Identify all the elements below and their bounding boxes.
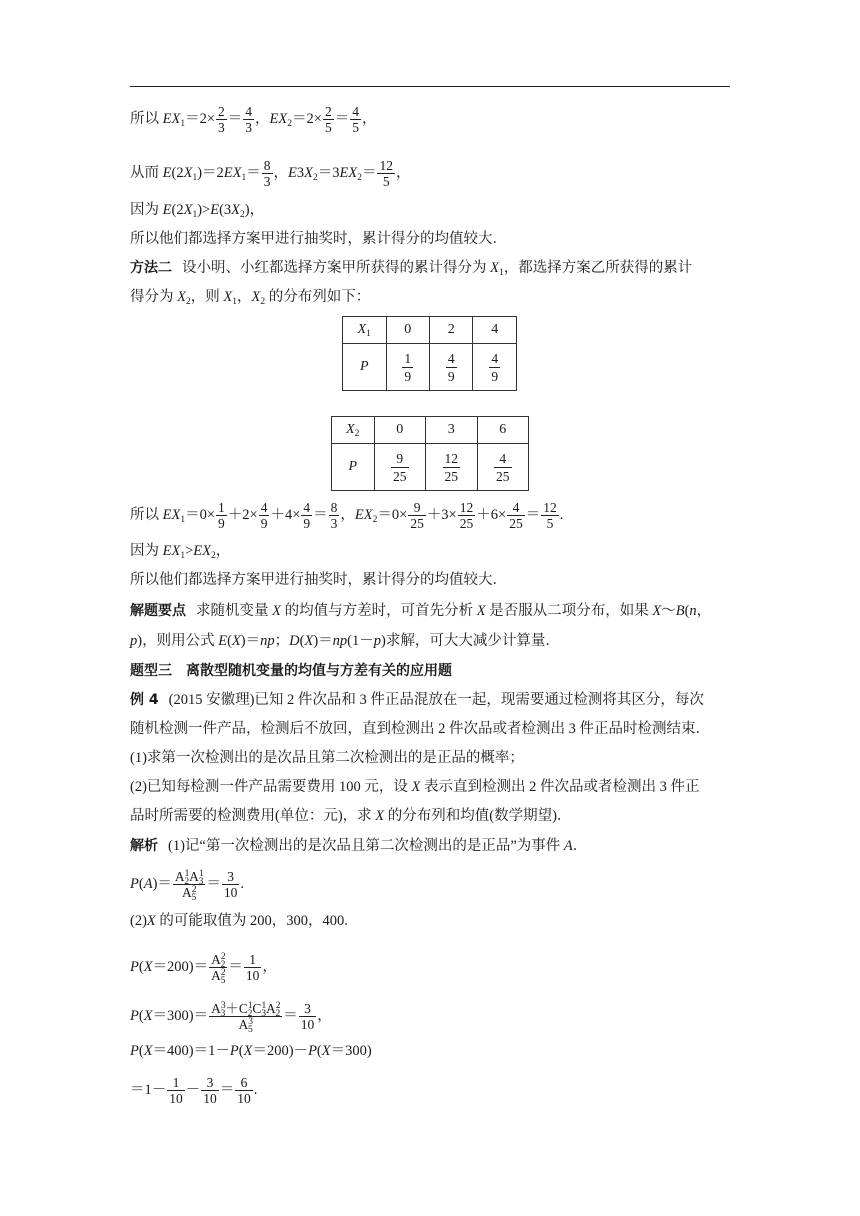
line-ex-computation: 所以 $EX_1=0\times$ $\frac{1}{9}$ ＋2× $\frac{4}{9}$ ＋4× $\frac{4}{9}$ ＝ $\frac{8}{3}$ ，$EX_2=0\times$ $\frac{9}{25}$ ＋3× $\frac{12}{25}$ ＋6× $\frac{4}{25}$ ＝ $\frac{12}{5}$ . xyxy=(130,500,564,531)
line-compare-2: 因为 $EX_1>EX_2$， xyxy=(130,543,231,561)
line-conclusion-1: 所以他们都选择方案甲进行抽奖时，累计得分的均值较大． xyxy=(130,231,507,247)
table-header-cell: $X_2$ xyxy=(332,417,375,444)
table-prob-cell: $\frac{4}{9}$ xyxy=(429,344,472,391)
section-heading-type-three: 题型三 离散型随机变量的均值与方差有关的应用题 xyxy=(130,663,452,679)
header-rule xyxy=(130,86,730,87)
distribution-table-x2 xyxy=(331,416,529,491)
table-p-label: P xyxy=(343,344,387,391)
line-question-2: (2)已知每检测一件产品需要费用 100 元，设 X 表示直到检测出 2 件次品或者检测出 3 件正 xyxy=(130,779,700,795)
table-p-label: P xyxy=(332,444,375,491)
line-distribution-intro: 得分为 $X_2$，则 $X_1$，$X_2$ 的分布列如下： xyxy=(130,289,371,307)
line-e2x-values: 从而 $E(2X_1)=2EX_1=$ $\frac{8}{3}$ ，$E3X_2=3EX_2=$ $\frac{12}{5}$ ， xyxy=(130,158,411,189)
line-prob-400-result: ＝1－ $\frac{1}{10}$ － $\frac{3}{10}$ ＝ $\frac{6}{10}$ . xyxy=(130,1075,258,1106)
table-value-cell: 3 xyxy=(426,417,477,444)
line-prob-400: P(X＝400)＝1－P(X＝200)－P(X＝300) xyxy=(130,1043,372,1059)
line-prob-200: P(X＝200)＝ $\frac{A^2_2}{A^2_5}$ ＝ $\frac{1}{10}$ ， xyxy=(130,952,277,986)
distribution-table-x1 xyxy=(342,316,517,391)
line-question-2-cont: 品时所需要的检测费用(单位：元)，求 X 的分布列和均值(数学期望)． xyxy=(130,808,572,824)
line-key-points-cont: p)，则用公式 E(X)＝np；D(X)＝np(1－p)求解，可大大减少计算量． xyxy=(130,633,560,649)
table-value-cell: 0 xyxy=(386,317,429,344)
table-prob-cell: $\frac{4}{25}$ xyxy=(477,444,529,491)
line-key-points: 解题要点 求随机变量 X 的均值与方差时，可首先分析 X 是否服从二项分布，如果 X～B(n， xyxy=(130,603,712,619)
table-value-cell: 6 xyxy=(477,417,529,444)
line-analysis: 解析 (1)记“第一次检测出的是次品且第二次检测出的是正品”为事件 A． xyxy=(130,838,588,854)
line-ex-values: 所以 $EX_1=2\times$ $\frac{2}{3}$ ＝ $\frac{4}{3}$ ，$EX_2=2\times$ $\frac{2}{5}$ ＝ $\frac{4}{5}$ ， xyxy=(130,104,377,135)
line-example-4: 例 4 (2015 安徽理)已知 2 件次品和 3 件正品混放在一起，现需要通过检测将其区分，每次 xyxy=(130,692,704,708)
line-compare: 因为 $E(2X_1)>E(3X_2)$， xyxy=(130,202,265,220)
line-x-values: (2)X 的可能取值为 200，300，400. xyxy=(130,913,348,929)
table-value-cell: 4 xyxy=(473,317,517,344)
table-header-cell: $X_1$ xyxy=(343,317,387,344)
line-conclusion-2: 所以他们都选择方案甲进行抽奖时，累计得分的均值较大． xyxy=(130,572,507,588)
table-prob-cell: $\frac{9}{25}$ xyxy=(374,444,425,491)
line-prob-300: P(X＝300)＝ $\frac{A^3_3+C^1_2C^1_3A^2_2}{A^3_5}$ ＝ $\frac{3}{10}$ ， xyxy=(130,1001,332,1035)
line-example-4-cont: 随机检测一件产品，检测后不放回，直到检测出 2 件次品或者检测出 3 件正品时检测结束． xyxy=(130,721,710,737)
table-value-cell: 0 xyxy=(374,417,425,444)
line-method-two: 方法二 设小明、小红都选择方案甲所获得的累计得分为 $X_1$，都选择方案乙所获得的累计 xyxy=(130,260,693,278)
table-prob-cell: $\frac{12}{25}$ xyxy=(426,444,477,491)
line-question-1: (1)求第一次检测出的是次品且第二次检测出的是正品的概率； xyxy=(130,750,524,766)
table-prob-cell: $\frac{1}{9}$ xyxy=(386,344,429,391)
table-value-cell: 2 xyxy=(429,317,472,344)
table-prob-cell: $\frac{4}{9}$ xyxy=(473,344,517,391)
line-prob-a: P(A)＝ $\frac{A^1_2A^1_3}{A^2_5}$ ＝ $\frac{3}{10}$ . xyxy=(130,869,245,903)
